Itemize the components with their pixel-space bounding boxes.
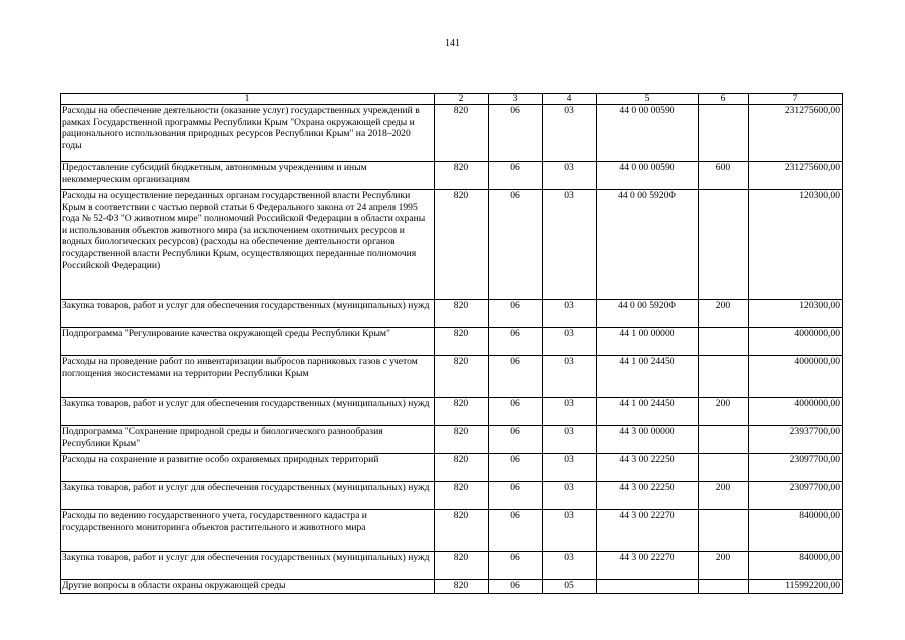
table-row <box>61 328 843 356</box>
row-rz: 06 <box>489 510 543 552</box>
row-ved: 820 <box>435 105 489 162</box>
column-header-sum: 7 <box>749 94 843 105</box>
row-ved: 820 <box>435 426 489 454</box>
row-sum: 840000,00 <box>749 510 843 552</box>
table-row <box>61 426 843 454</box>
row-ved: 820 <box>435 190 489 300</box>
table-row <box>61 105 843 162</box>
page-number: 141 <box>445 38 460 49</box>
row-vr <box>699 510 749 552</box>
table-row <box>61 300 843 328</box>
row-vr <box>699 356 749 398</box>
row-name: Предоставление субсидий бюджетным, автономным учреждениям и иным некоммерческим организациям <box>61 162 435 190</box>
row-ved: 820 <box>435 454 489 482</box>
table-row <box>61 162 843 190</box>
row-vr <box>699 426 749 454</box>
header-row <box>61 94 843 105</box>
row-csr: 44 1 00 24450 <box>597 356 699 398</box>
row-ved: 820 <box>435 162 489 190</box>
row-name: Расходы на сохранение и развитие особо охраняемых природных территорий <box>61 454 435 482</box>
row-rz: 06 <box>489 482 543 510</box>
row-ved: 820 <box>435 552 489 580</box>
table-row <box>61 482 843 510</box>
row-sum: 840000,00 <box>749 552 843 580</box>
row-sum: 23097700,00 <box>749 454 843 482</box>
row-name: Расходы по ведению государственного учета, государственного кадастра и государственного мониторинга объектов растительного и животного мира <box>61 510 435 552</box>
row-ved: 820 <box>435 328 489 356</box>
row-pr: 03 <box>543 356 597 398</box>
table-row <box>61 552 843 580</box>
row-rz: 06 <box>489 300 543 328</box>
row-name: Подпрограмма "Сохранение природной среды и биологического разнообразия Республики Крым" <box>61 426 435 454</box>
row-name: Закупка товаров, работ и услуг для обеспечения государственных (муниципальных) нужд <box>61 482 435 510</box>
column-header-csr: 5 <box>597 94 699 105</box>
row-rz: 06 <box>489 356 543 398</box>
row-vr: 600 <box>699 162 749 190</box>
row-ved: 820 <box>435 580 489 594</box>
row-csr: 44 1 00 00000 <box>597 328 699 356</box>
row-csr: 44 0 00 00590 <box>597 105 699 162</box>
row-ved: 820 <box>435 510 489 552</box>
row-vr <box>699 105 749 162</box>
row-name: Другие вопросы в области охраны окружающей среды <box>61 580 435 594</box>
row-sum: 231275600,00 <box>749 162 843 190</box>
row-pr: 03 <box>543 328 597 356</box>
row-csr: 44 3 00 22250 <box>597 454 699 482</box>
row-name: Расходы на осуществление переданных органам государственной власти Республики Крым в соответствии с частью первой статьи 6 Федерального закона от 24 апреля 1995 года № 52-ФЗ "О животном мире" полномочий Российской Федерации в области охраны и использования объектов животного мира (за исключением охотничьих ресурсов и водных биологических ресурсов) (расходы на обеспечение деятельности органов государственной власти Республики Крым, осуществляющих переданные полномочия Российской Федерации) <box>61 190 435 300</box>
row-sum: 115992200,00 <box>749 580 843 594</box>
budget-table <box>60 93 843 594</box>
row-sum: 231275600,00 <box>749 105 843 162</box>
table-row <box>61 580 843 594</box>
row-sum: 120300,00 <box>749 300 843 328</box>
row-csr: 44 3 00 22270 <box>597 510 699 552</box>
row-vr: 200 <box>699 482 749 510</box>
row-vr: 200 <box>699 300 749 328</box>
table-row <box>61 190 843 300</box>
row-sum: 23937700,00 <box>749 426 843 454</box>
row-pr: 03 <box>543 398 597 426</box>
row-csr: 44 0 00 00590 <box>597 162 699 190</box>
row-ved: 820 <box>435 482 489 510</box>
row-pr: 05 <box>543 580 597 594</box>
column-header-pr: 4 <box>543 94 597 105</box>
row-name: Расходы на обеспечение деятельности (оказание услуг) государственных учреждений в рамках Государственной программы Республики Крым "Охрана окружающей среды и рационального использования природных ресурсов Республики Крым" на 2018–2020 годы <box>61 105 435 162</box>
row-ved: 820 <box>435 356 489 398</box>
row-pr: 03 <box>543 552 597 580</box>
row-ved: 820 <box>435 398 489 426</box>
row-csr: 44 3 00 22270 <box>597 552 699 580</box>
row-sum: 4000000,00 <box>749 328 843 356</box>
row-csr <box>597 580 699 594</box>
row-pr: 03 <box>543 190 597 300</box>
table-row <box>61 510 843 552</box>
row-sum: 4000000,00 <box>749 356 843 398</box>
row-name: Закупка товаров, работ и услуг для обеспечения государственных (муниципальных) нужд <box>61 300 435 328</box>
row-pr: 03 <box>543 162 597 190</box>
table-row <box>61 356 843 398</box>
row-pr: 03 <box>543 482 597 510</box>
row-vr: 200 <box>699 552 749 580</box>
column-header-rz: 3 <box>489 94 543 105</box>
row-rz: 06 <box>489 162 543 190</box>
column-header-vr: 6 <box>699 94 749 105</box>
column-header-ved: 2 <box>435 94 489 105</box>
row-ved: 820 <box>435 300 489 328</box>
row-name: Закупка товаров, работ и услуг для обеспечения государственных (муниципальных) нужд <box>61 398 435 426</box>
row-csr: 44 3 00 00000 <box>597 426 699 454</box>
row-pr: 03 <box>543 300 597 328</box>
row-vr <box>699 328 749 356</box>
row-vr: 200 <box>699 398 749 426</box>
row-vr <box>699 190 749 300</box>
row-csr: 44 3 00 22250 <box>597 482 699 510</box>
row-rz: 06 <box>489 580 543 594</box>
row-sum: 120300,00 <box>749 190 843 300</box>
row-csr: 44 0 00 5920Ф <box>597 190 699 300</box>
row-pr: 03 <box>543 510 597 552</box>
column-header-name: 1 <box>61 94 435 105</box>
row-name: Подпрограмма "Регулирование качества окружающей среды Республики Крым" <box>61 328 435 356</box>
row-rz: 06 <box>489 328 543 356</box>
table-row <box>61 454 843 482</box>
row-pr: 03 <box>543 105 597 162</box>
row-rz: 06 <box>489 398 543 426</box>
row-rz: 06 <box>489 190 543 300</box>
row-sum: 4000000,00 <box>749 398 843 426</box>
row-vr <box>699 454 749 482</box>
row-rz: 06 <box>489 552 543 580</box>
row-vr <box>699 580 749 594</box>
row-rz: 06 <box>489 426 543 454</box>
row-sum: 23097700,00 <box>749 482 843 510</box>
row-csr: 44 0 00 5920Ф <box>597 300 699 328</box>
row-pr: 03 <box>543 426 597 454</box>
row-name: Расходы на проведение работ по инвентаризации выбросов парниковых газов с учетом поглощения экосистемами на территории Республики Крым <box>61 356 435 398</box>
row-pr: 03 <box>543 454 597 482</box>
row-name: Закупка товаров, работ и услуг для обеспечения государственных (муниципальных) нужд <box>61 552 435 580</box>
table-row <box>61 398 843 426</box>
row-csr: 44 1 00 24450 <box>597 398 699 426</box>
row-rz: 06 <box>489 454 543 482</box>
row-rz: 06 <box>489 105 543 162</box>
